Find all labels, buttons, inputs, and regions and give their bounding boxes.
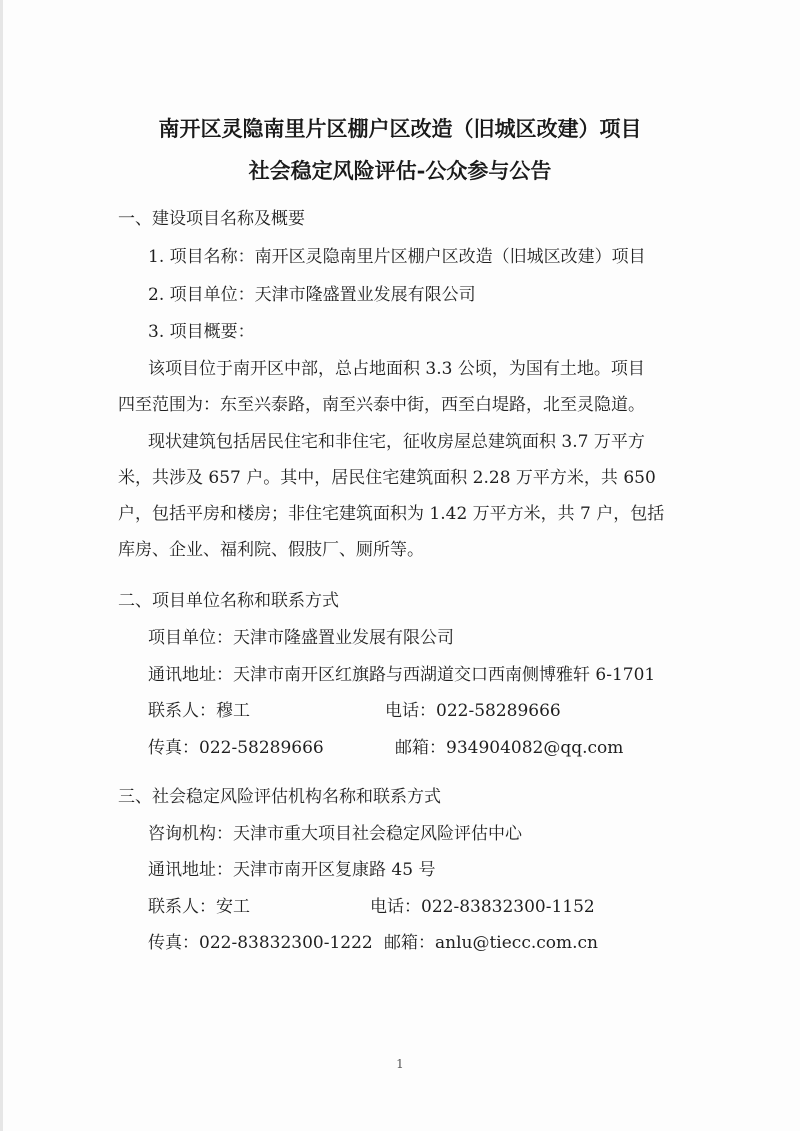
- agency-address: 通讯地址：天津市南开区复康路 45 号: [148, 860, 436, 880]
- overview-paragraph-1-line-2: 四至范围为：东至兴泰路，南至兴泰中街，西至白堤路，北至灵隐道。: [118, 395, 645, 415]
- overview-paragraph-2-line-4: 库房、企业、福利院、假肢厂、厕所等。: [118, 540, 424, 560]
- page-number: 1: [396, 1057, 404, 1071]
- agency-phone: 电话：022-83832300-1152: [370, 897, 595, 917]
- section-2-heading: 二、项目单位名称和联系方式: [118, 591, 339, 611]
- section-3-heading: 三、社会稳定风险评估机构名称和联系方式: [118, 787, 441, 807]
- project-overview-label: 3. 项目概要：: [148, 322, 255, 342]
- unit-phone: 电话：022-58289666: [385, 701, 561, 721]
- overview-paragraph-2-line-1: 现状建筑包括居民住宅和非住宅，征收房屋总建筑面积 3.7 万平方: [148, 432, 645, 452]
- unit-email: 邮箱：934904082@qq.com: [395, 738, 624, 758]
- agency-fax: 传真：022-83832300-1222: [148, 933, 373, 953]
- title-line-1: 南开区灵隐南里片区棚户区改造（旧城区改建）项目: [158, 116, 642, 141]
- agency-contact-person: 联系人：安工: [148, 897, 250, 917]
- unit-address: 通讯地址：天津市南开区红旗路与西湖道交口西南侧博雅轩 6-1701: [148, 665, 656, 685]
- title-line-2: 社会稳定风险评估-公众参与公告: [248, 158, 552, 183]
- project-unit: 2. 项目单位：天津市隆盛置业发展有限公司: [148, 285, 476, 305]
- unit-name: 项目单位：天津市隆盛置业发展有限公司: [148, 628, 454, 648]
- unit-contact-person: 联系人：穆工: [148, 701, 250, 721]
- overview-paragraph-2-line-2: 米，共涉及 657 户。其中，居民住宅建筑面积 2.28 万平方米，共 650: [118, 468, 656, 488]
- agency-name: 咨询机构：天津市重大项目社会稳定风险评估中心: [148, 824, 522, 844]
- overview-paragraph-2-line-3: 户，包括平房和楼房；非住宅建筑面积为 1.42 万平方米，共 7 户，包括: [118, 504, 665, 524]
- overview-paragraph-1-line-1: 该项目位于南开区中部，总占地面积 3.3 公顷，为国有土地。项目: [148, 359, 645, 379]
- agency-email: 邮箱：anlu@tiecc.com.cn: [384, 933, 598, 953]
- section-1-heading: 一、建设项目名称及概要: [118, 209, 305, 229]
- project-name: 1. 项目名称：南开区灵隐南里片区棚户区改造（旧城区改建）项目: [148, 247, 646, 267]
- unit-fax: 传真：022-58289666: [148, 738, 324, 758]
